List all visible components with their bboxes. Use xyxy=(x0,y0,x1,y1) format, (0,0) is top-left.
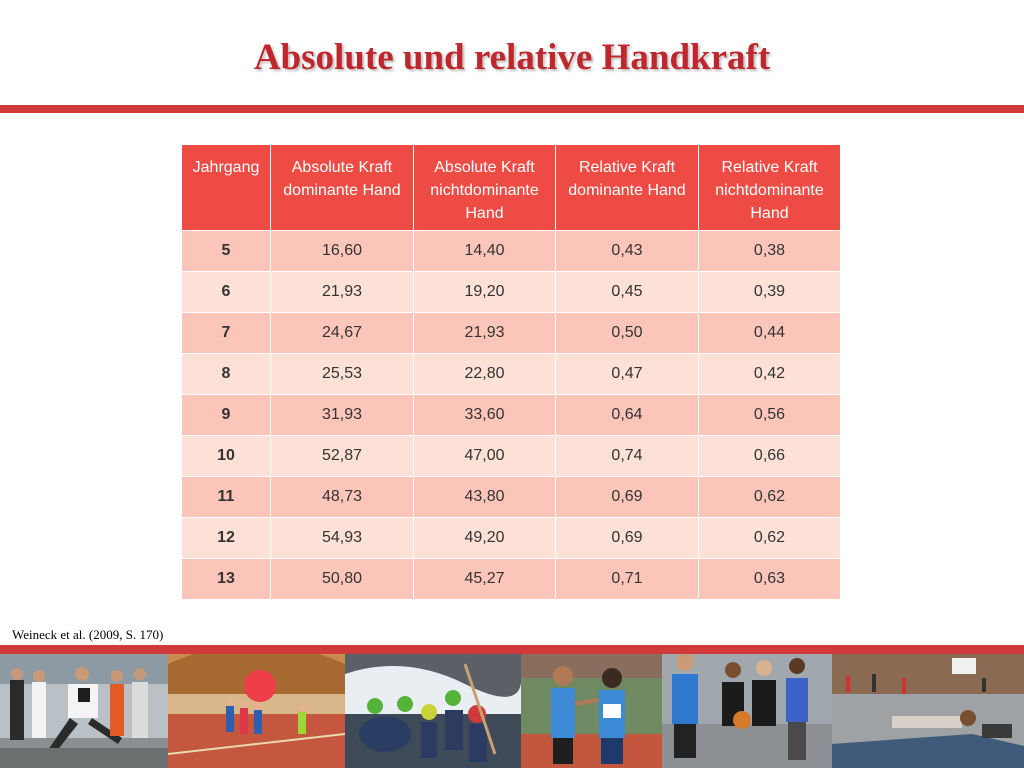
cell-absolute-dominant: 16,60 xyxy=(271,231,414,272)
table-row xyxy=(182,395,841,436)
table-row xyxy=(182,477,841,518)
header-line: Hand xyxy=(465,205,504,222)
cell-jahrgang: 11 xyxy=(182,477,271,518)
cell-relative-nondominant: 0,39 xyxy=(699,272,841,313)
header-line: dominante Hand xyxy=(283,182,401,199)
cell-relative-dominant: 0,64 xyxy=(556,395,699,436)
cell-absolute-dominant: 54,93 xyxy=(271,518,414,559)
header-line: dominante Hand xyxy=(568,182,686,199)
photo-basketball-match xyxy=(662,654,832,768)
table-header xyxy=(182,145,841,231)
header-jahrgang xyxy=(182,145,271,231)
cell-relative-dominant: 0,69 xyxy=(556,518,699,559)
header-line: Relative Kraft xyxy=(721,159,818,176)
photo-relay-runners xyxy=(521,654,662,768)
cell-relative-nondominant: 0,42 xyxy=(699,354,841,395)
cell-absolute-dominant: 25,53 xyxy=(271,354,414,395)
header-line: nichtdominante xyxy=(715,182,824,199)
header-absolute-nondominant xyxy=(414,145,556,231)
header-line: Jahrgang xyxy=(192,159,260,176)
cell-relative-nondominant: 0,62 xyxy=(699,518,841,559)
photo-rafting xyxy=(345,654,521,768)
cell-absolute-dominant: 24,67 xyxy=(271,313,414,354)
photo-basketball-hall xyxy=(0,654,168,768)
cell-jahrgang: 7 xyxy=(182,313,271,354)
photo-gym-exercise xyxy=(832,654,1024,768)
header-line: Absolute Kraft xyxy=(291,159,393,176)
cell-relative-nondominant: 0,56 xyxy=(699,395,841,436)
cell-absolute-nondominant: 33,60 xyxy=(414,395,556,436)
cell-relative-nondominant: 0,62 xyxy=(699,477,841,518)
cell-absolute-nondominant: 19,20 xyxy=(414,272,556,313)
cell-relative-dominant: 0,50 xyxy=(556,313,699,354)
cell-absolute-dominant: 52,87 xyxy=(271,436,414,477)
table-row xyxy=(182,436,841,477)
photo-strip xyxy=(0,654,1024,768)
cell-absolute-nondominant: 22,80 xyxy=(414,354,556,395)
cell-relative-dominant: 0,47 xyxy=(556,354,699,395)
header-line: Hand xyxy=(750,205,789,222)
cell-jahrgang: 5 xyxy=(182,231,271,272)
slide-title: Absolute und relative Handkraft xyxy=(253,37,771,78)
title-divider xyxy=(0,105,1024,113)
cell-jahrgang: 12 xyxy=(182,518,271,559)
cell-absolute-dominant: 21,93 xyxy=(271,272,414,313)
cell-relative-nondominant: 0,66 xyxy=(699,436,841,477)
cell-jahrgang: 13 xyxy=(182,559,271,600)
cell-absolute-nondominant: 45,27 xyxy=(414,559,556,600)
photo-gym-ball-game xyxy=(168,654,345,768)
header-line: Relative Kraft xyxy=(578,159,676,176)
table-row xyxy=(182,272,841,313)
cell-absolute-dominant: 48,73 xyxy=(271,477,414,518)
cell-absolute-nondominant: 47,00 xyxy=(414,436,556,477)
cell-relative-nondominant: 0,44 xyxy=(699,313,841,354)
cell-absolute-dominant: 50,80 xyxy=(271,559,414,600)
table-row xyxy=(182,231,841,272)
header-relative-dominant xyxy=(556,145,699,231)
cell-relative-dominant: 0,74 xyxy=(556,436,699,477)
handkraft-table xyxy=(181,144,841,600)
header-absolute-dominant xyxy=(271,145,414,231)
header-line: Absolute Kraft xyxy=(434,159,535,176)
cell-jahrgang: 9 xyxy=(182,395,271,436)
table-row xyxy=(182,559,841,600)
citation: Weineck et al. (2009, S. 170) xyxy=(12,627,164,642)
cell-jahrgang: 10 xyxy=(182,436,271,477)
footer-divider xyxy=(0,645,1024,654)
cell-jahrgang: 8 xyxy=(182,354,271,395)
cell-absolute-nondominant: 49,20 xyxy=(414,518,556,559)
table-row xyxy=(182,313,841,354)
cell-relative-dominant: 0,69 xyxy=(556,477,699,518)
cell-absolute-dominant: 31,93 xyxy=(271,395,414,436)
cell-relative-dominant: 0,43 xyxy=(556,231,699,272)
cell-relative-nondominant: 0,63 xyxy=(699,559,841,600)
cell-relative-nondominant: 0,38 xyxy=(699,231,841,272)
cell-relative-dominant: 0,45 xyxy=(556,272,699,313)
header-relative-nondominant xyxy=(699,145,841,231)
cell-absolute-nondominant: 21,93 xyxy=(414,313,556,354)
cell-absolute-nondominant: 43,80 xyxy=(414,477,556,518)
cell-absolute-nondominant: 14,40 xyxy=(414,231,556,272)
table-row xyxy=(182,354,841,395)
cell-jahrgang: 6 xyxy=(182,272,271,313)
table-body xyxy=(182,231,841,600)
header-line: nichtdominante xyxy=(430,182,539,199)
cell-relative-dominant: 0,71 xyxy=(556,559,699,600)
table-row xyxy=(182,518,841,559)
